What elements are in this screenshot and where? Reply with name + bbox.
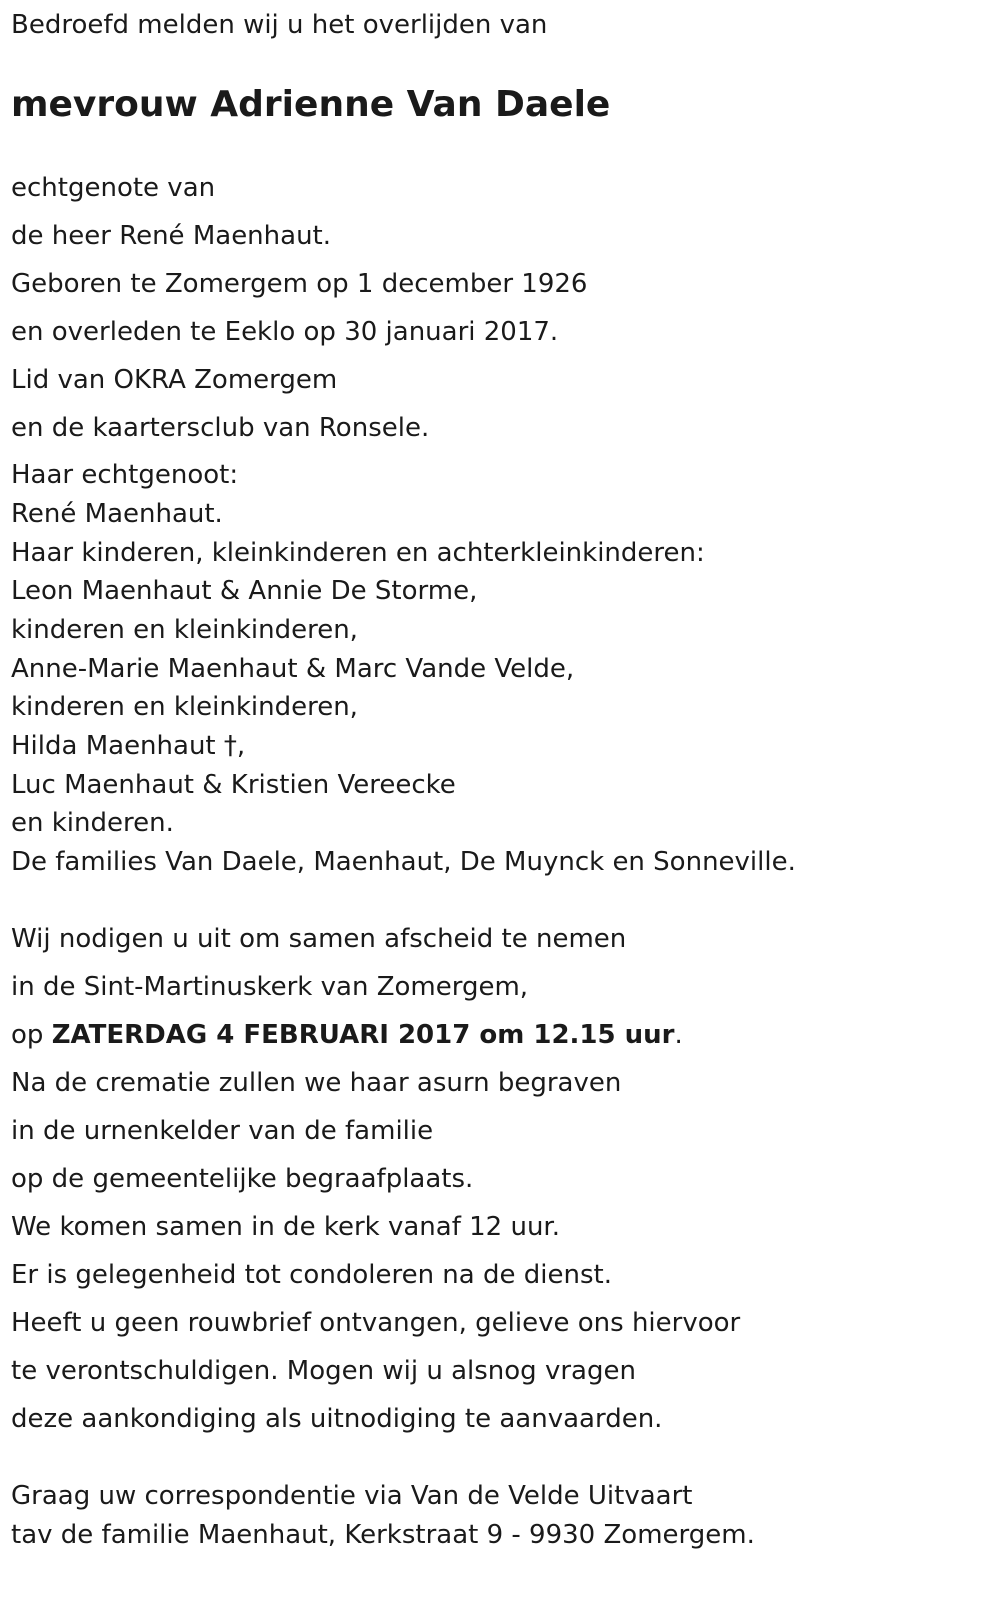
intro-text: Bedroefd melden wij u het overlijden van bbox=[11, 10, 548, 40]
ceremony-line: te verontschuldigen. Mogen wij u alsnog vragen bbox=[11, 1356, 636, 1386]
ceremony-date-line bbox=[11, 1020, 683, 1050]
family-line: De families Van Daele, Maenhaut, De Muynck en Sonneville. bbox=[11, 847, 796, 877]
ceremony-line: op de gemeentelijke begraafplaats. bbox=[11, 1164, 474, 1194]
family-line: kinderen en kleinkinderen, bbox=[11, 615, 358, 645]
bio-line: Lid van OKRA Zomergem bbox=[11, 365, 338, 395]
bio-line: en de kaartersclub van Ronsele. bbox=[11, 413, 430, 443]
correspondence-line: Graag uw correspondentie via Van de Velde Uitvaart bbox=[11, 1481, 693, 1511]
ceremony-line: Wij nodigen u uit om samen afscheid te nemen bbox=[11, 924, 627, 954]
family-line: en kinderen. bbox=[11, 808, 174, 838]
ceremony-date: ZATERDAG 4 FEBRUARI 2017 om 12.15 uur bbox=[51, 1020, 675, 1050]
bio-line: en overleden te Eeklo op 30 januari 2017. bbox=[11, 317, 559, 347]
family-line: Leon Maenhaut & Annie De Storme, bbox=[11, 576, 478, 606]
family-line: Luc Maenhaut & Kristien Vereecke bbox=[11, 770, 456, 800]
ceremony-line: deze aankondiging als uitnodiging te aanvaarden. bbox=[11, 1404, 663, 1434]
family-line: kinderen en kleinkinderen, bbox=[11, 692, 358, 722]
family-line: Hilda Maenhaut †, bbox=[11, 731, 246, 761]
ceremony-date-suffix: . bbox=[674, 1020, 683, 1050]
ceremony-line: Na de crematie zullen we haar asurn begraven bbox=[11, 1068, 622, 1098]
deceased-name: mevrouw Adrienne Van Daele bbox=[11, 84, 611, 125]
ceremony-line: Er is gelegenheid tot condoleren na de dienst. bbox=[11, 1260, 612, 1290]
ceremony-date-prefix: op bbox=[11, 1020, 52, 1050]
bio-line: echtgenote van bbox=[11, 173, 216, 203]
correspondence-line: tav de familie Maenhaut, Kerkstraat 9 - 9930 Zomergem. bbox=[11, 1520, 755, 1550]
family-line: Haar echtgenoot: bbox=[11, 460, 239, 490]
ceremony-line: in de urnenkelder van de familie bbox=[11, 1116, 434, 1146]
ceremony-line: in de Sint-Martinuskerk van Zomergem, bbox=[11, 972, 529, 1002]
ceremony-line: Heeft u geen rouwbrief ontvangen, gelieve ons hiervoor bbox=[11, 1308, 741, 1338]
bio-line: de heer René Maenhaut. bbox=[11, 221, 332, 251]
ceremony-line: We komen samen in de kerk vanaf 12 uur. bbox=[11, 1212, 560, 1242]
bio-line: Geboren te Zomergem op 1 december 1926 bbox=[11, 269, 588, 299]
family-line: Haar kinderen, kleinkinderen en achterkleinkinderen: bbox=[11, 538, 705, 568]
family-line: René Maenhaut. bbox=[11, 499, 223, 529]
family-line: Anne-Marie Maenhaut & Marc Vande Velde, bbox=[11, 654, 575, 684]
